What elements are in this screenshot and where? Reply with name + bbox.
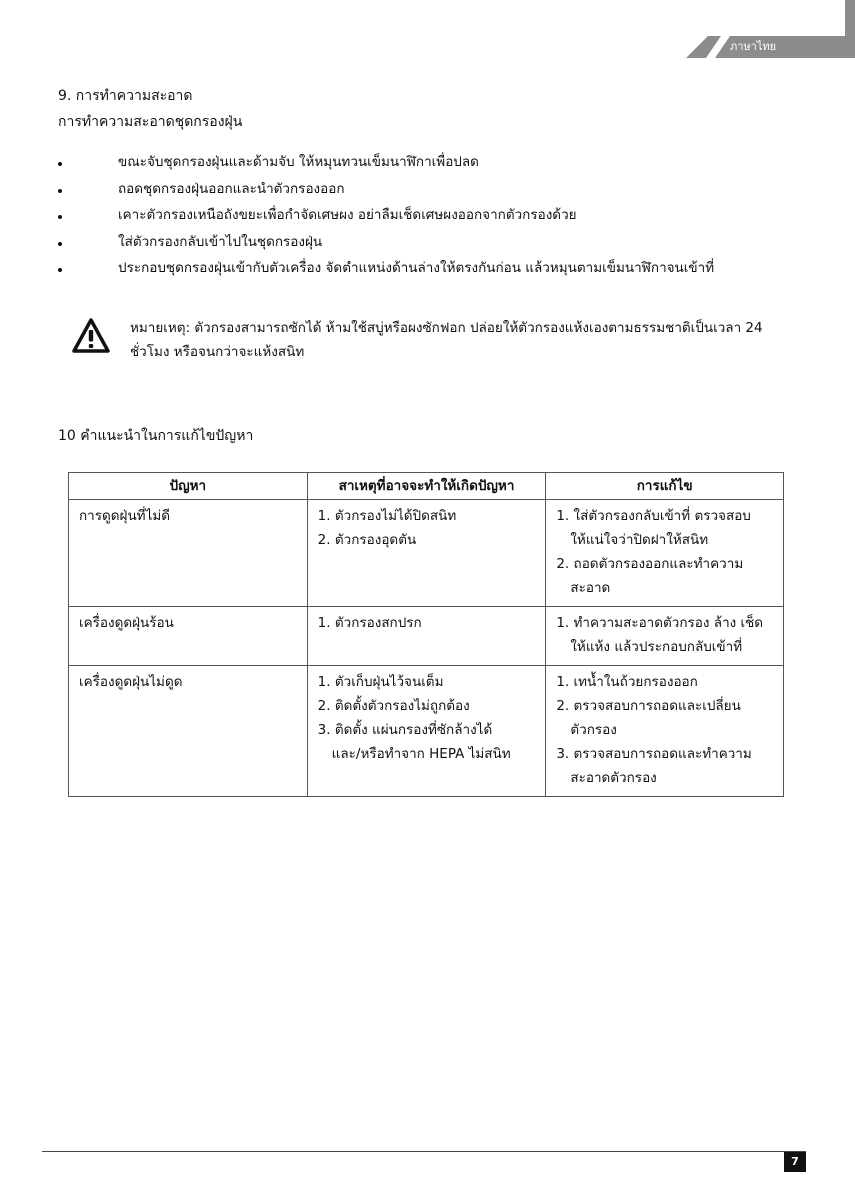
bullet-icon	[58, 242, 62, 246]
list-item: เคาะตัวกรองเหนือถังขยะเพื่อกำจัดเศษผง อย่าลืมเช็ดเศษผงออกจากตัวกรองด้วย	[58, 205, 818, 232]
bullet-icon	[58, 189, 62, 193]
page-number: 7	[784, 1152, 806, 1172]
list-item: ขณะจับชุดกรองฝุ่นและด้ามจับ ให้หมุนทวนเข็มนาฬิกาเพื่อปลด	[58, 152, 818, 179]
bullet-icon	[58, 268, 62, 272]
fix-cell: 1. ใส่ตัวกรองกลับเข้าที่ ตรวจสอบ ให้แน่ใจว่าปิดฝาให้สนิท 2. ถอดตัวกรองออกและทำความ สะอาด	[546, 500, 784, 607]
list-item: ประกอบชุดกรองฝุ่นเข้ากับตัวเครื่อง จัดตำแหน่งด้านล่างให้ตรงกันก่อน แล้วหมุนตามเข็มนาฬิกาจนเข้าที่	[58, 258, 818, 285]
problem-cell: เครื่องดูดฝุ่นร้อน	[69, 607, 308, 666]
troubleshooting-section-title: 10 คำแนะนำในการแก้ไขปัญหา	[58, 428, 254, 444]
table-row	[69, 607, 784, 666]
column-header-problem: ปัญหา	[69, 473, 308, 500]
table-header-row	[69, 473, 784, 500]
footer-divider	[42, 1151, 806, 1152]
cleaning-section-title: 9. การทำความสะอาด	[58, 88, 193, 104]
problem-cell: การดูดฝุ่นที่ไม่ดี	[69, 500, 308, 607]
fix-cell: 1. เทน้ำในถ้วยกรองออก 2. ตรวจสอบการถอดและเปลี่ยน ตัวกรอง 3. ตรวจสอบการถอดและทำความ สะอาดตัวกรอง	[546, 666, 784, 797]
cleaning-steps-list	[58, 152, 818, 285]
list-item: ใส่ตัวกรองกลับเข้าไปในชุดกรองฝุ่น	[58, 232, 818, 259]
cause-cell: 1. ตัวกรองไม่ได้ปิดสนิท 2. ตัวกรองอุดตัน	[307, 500, 546, 607]
problem-cell: เครื่องดูดฝุ่นไม่ดูด	[69, 666, 308, 797]
list-item: ถอดชุดกรองฝุ่นออกและนำตัวกรองออก	[58, 179, 818, 206]
bullet-icon	[58, 162, 62, 166]
table-row	[69, 666, 784, 797]
cleaning-subtitle: การทำความสะอาดชุดกรองฝุ่น	[58, 114, 243, 130]
language-label: ภาษาไทย	[730, 40, 777, 53]
column-header-fix: การแก้ไข	[546, 473, 784, 500]
warning-note-text: หมายเหตุ: ตัวกรองสามารถซักได้ ห้ามใช้สบู่หรือผงซักฟอก ปล่อยให้ตัวกรองแห้งเองตามธรรมชาติเป็นเวลา 24 ชั่วโมง หรือจนกว่าจะแห้งสนิท	[130, 320, 763, 360]
cause-cell: 1. ตัวกรองสกปรก	[307, 607, 546, 666]
fix-cell: 1. ทำความสะอาดตัวกรอง ล้าง เช็ด ให้แห้ง แล้วประกอบกลับเข้าที่	[546, 607, 784, 666]
bullet-icon	[58, 215, 62, 219]
table-row	[69, 500, 784, 607]
cause-cell: 1. ตัวเก็บฝุ่นไว้จนเต็ม 2. ติดตั้งตัวกรองไม่ถูกต้อง 3. ติดตั้ง แผ่นกรองที่ซักล้างได้ และ/หรือทำจาก HEPA ไม่สนิท	[307, 666, 546, 797]
column-header-cause: สาเหตุที่อาจจะทำให้เกิดปัญหา	[307, 473, 546, 500]
warning-icon	[72, 318, 110, 354]
troubleshooting-table	[68, 472, 784, 797]
